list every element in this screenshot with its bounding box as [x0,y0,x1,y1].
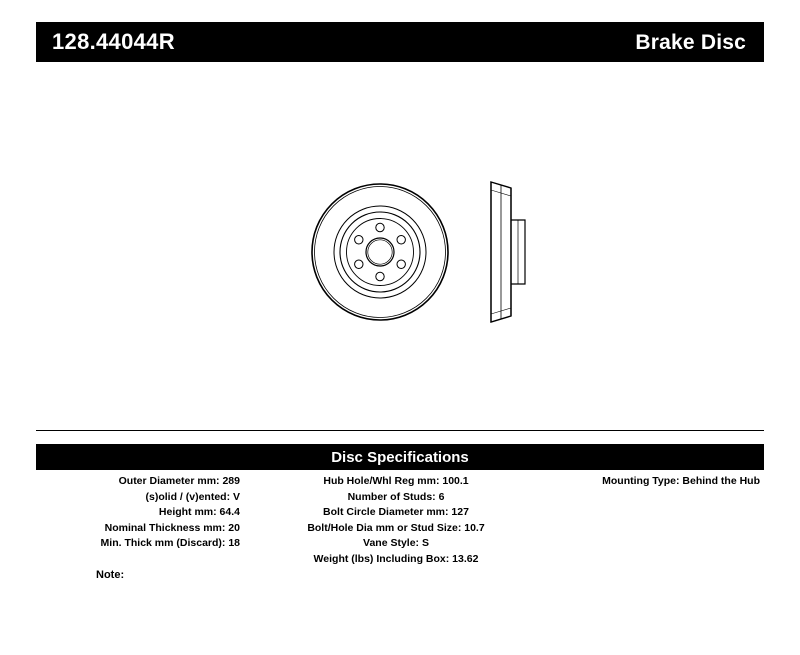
specs-middle-column [246,474,546,567]
spec-item: Outer Diameter mm: 289 [118,475,240,487]
brake-rotor-edge-view [491,182,525,322]
spec-item: Mounting Type: Behind the Hub [602,475,760,487]
spec-item: Weight (lbs) Including Box: 13.62 [313,552,479,565]
specs-title-bar [36,444,764,470]
specs-left-column [36,474,246,552]
spec-item: Vane Style: S [363,537,429,549]
spec-item: Min. Thick mm (Discard): 18 [100,537,240,549]
specs-columns [36,474,764,567]
spec-item: Height mm: 64.4 [158,506,240,518]
page-title: Brake Disc [635,30,746,54]
specs-section-title: Disc Specifications [331,448,469,466]
divider-rule [36,430,764,431]
brake-rotor-face-view [312,184,448,320]
drawing-area [36,70,764,420]
spec-item: Bolt/Hole Dia mm or Stud Size: 10.7 [307,521,485,534]
spec-item: Hub Hole/Whl Reg mm: 100.1 [323,475,469,487]
specs-right-column [546,474,764,490]
header-bar [36,22,764,62]
note-label: Note: [96,569,125,581]
spec-item: Bolt Circle Diameter mm: 127 [323,506,469,518]
note-row [96,569,124,581]
spec-item: Number of Studs: 6 [347,490,445,503]
part-number: 128.44044R [52,29,175,54]
spec-item: (s)olid / (v)ented: V [145,490,240,503]
spec-item: Nominal Thickness mm: 20 [104,521,240,534]
